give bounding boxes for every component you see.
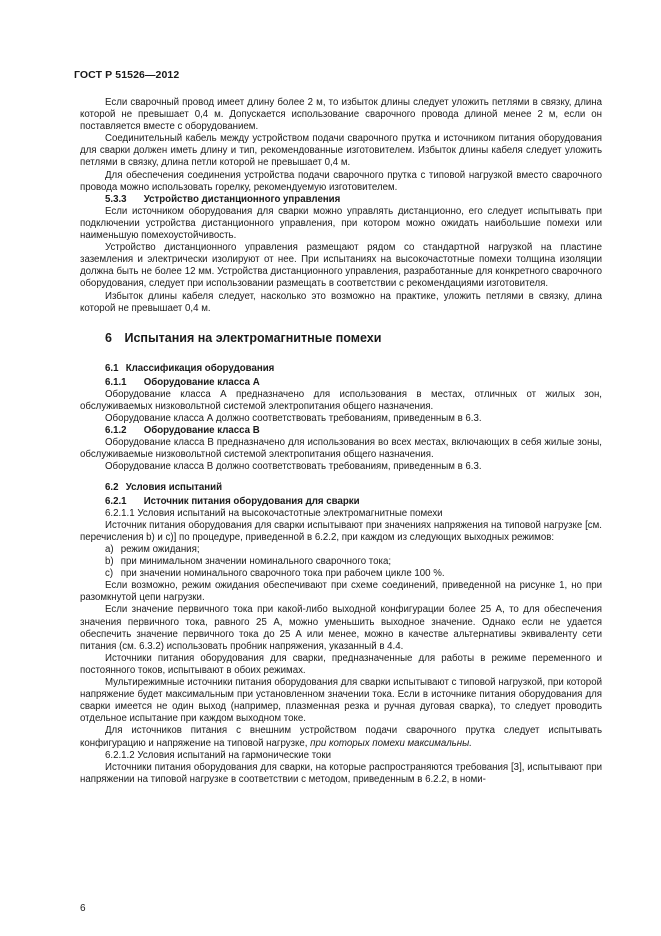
heading-title: Условия испытаний	[125, 481, 223, 493]
list-item-text: при значении номинального сварочного тока при рабочем цикле 100 %.	[120, 568, 445, 580]
list-item-label: b)	[105, 556, 114, 568]
subsection-heading-6-1	[80, 363, 602, 375]
clause-heading-6-2-1-2: 6.2.1.2 Условия испытаний на гармонические токи	[105, 749, 332, 761]
list-item-label: c)	[105, 568, 114, 580]
heading-number: 6.1.1	[105, 376, 127, 388]
subsection-heading-6-1-1	[80, 377, 602, 389]
paragraph: Если возможно, режим ожидания обеспечивают при схеме соединений, приведенной на рисунке 1, но при разомкнутой цепи нагрузки.	[80, 580, 602, 604]
section-heading-6	[80, 331, 602, 345]
paragraph	[80, 725, 602, 749]
heading-number: 5.3.3	[105, 193, 127, 205]
subsection-heading-6-1-2	[80, 425, 602, 437]
heading-title: Оборудование класса А	[143, 376, 260, 388]
list-item-label: a)	[105, 544, 114, 555]
heading-title: Оборудование класса В	[143, 425, 260, 437]
heading-title: Устройство дистанционного управления	[143, 193, 341, 205]
paragraph: Мультирежимные источники питания оборудования для сварки испытывают с типовой нагрузкой, при которой напряжение будет максимальным при установленном значении тока. Если в источнике питания оборудования для сварки имеется не один выход (например, плазменная резка и ручная дуговая сварка), то следует проводить отдельное испытание при каждом выходном токе.	[80, 677, 602, 725]
paragraph-text: Для источников питания с внешним устройством подачи сварочного прутка следует испытывать конфигурацию и напряжение на типовой нагрузке,	[80, 725, 602, 749]
paragraph: Оборудование класса А должно соответствовать требованиям, приведенным в 6.3.	[105, 413, 482, 425]
paragraph: Для обеспечения соединения устройства подачи сварочного прутка с типовой нагрузкой вместо сварочного провода можно использовать горелку, рекомендуемую изготовителем.	[80, 169, 602, 193]
paragraph: Если значение первичного тока при какой-либо выходной конфигурации более 25 А, то для обеспечения значения первичного тока, равного 25 А, можно уменьшить выходное значение. Однако если не удается обеспечить значение первичного тока до 25 А или менее, можно в качестве альтернативы эквиваленту сети питания (см. 6.3.2) использовать пробник напряжения, указанный в 4.4.	[80, 604, 602, 652]
list-item-text: при минимальном значении номинального сварочного тока;	[120, 556, 392, 568]
paragraph: Источники питания оборудования для сварки, предназначенные для работы в режиме переменного и постоянного токов, испытывают в обоих режимах.	[80, 652, 602, 676]
heading-title: Испытания на электромагнитные помехи	[124, 330, 382, 345]
page-number: 6	[80, 903, 86, 914]
subsection-heading-6-2-1	[80, 496, 602, 508]
paragraph: Избыток длины кабеля следует, насколько это возможно на практике, уложить петлями в связку, длина которой не превышает 0,4 м.	[80, 290, 602, 314]
subsection-heading-5-3-3	[80, 194, 602, 206]
heading-title: Источник питания оборудования для сварки	[143, 495, 360, 507]
heading-number: 6.1.2	[105, 425, 127, 437]
paragraph: Если источником оборудования для сварки можно управлять дистанционно, его следует испытывать при подключении устройства дистанционного управления, при котором можно ожидать наибольшие помехи или наименьшую помехоустойчивость.	[80, 205, 602, 242]
heading-number: 6.2	[105, 481, 119, 493]
heading-number: 6	[105, 330, 112, 345]
list-item	[80, 556, 602, 568]
list-item	[80, 544, 602, 556]
heading-number: 6.1	[105, 362, 119, 374]
list-item-text: режим ожидания;	[120, 544, 200, 555]
paragraph: Источник питания оборудования для сварки испытывают при значениях напряжения на типовой нагрузке [см. перечисления b) и c)] по процедуре, приведенной в 6.2.2, при каждом из следующих выходных режимов:	[80, 519, 602, 543]
paragraph: Оборудование класса В предназначено для использования во всех местах, включающих в себя жилые зоны, обслуживаемые низковольтной системой электропитания общего назначения.	[80, 437, 602, 461]
list-item	[80, 568, 602, 580]
subsection-heading-6-2	[80, 482, 602, 494]
document-body	[80, 97, 602, 786]
paragraph: Оборудование класса В должно соответствовать требованиям, приведенным в 6.3.	[105, 461, 482, 473]
clause-heading-6-2-1-1: 6.2.1.1 Условия испытаний на высокочастотные электромагнитные помехи	[105, 507, 443, 519]
paragraph: Устройство дистанционного управления размещают рядом со стандартной нагрузкой на пластине заземления и электрически изолируют от нее. При испытаниях на высокочастотные помехи толщина изоляции должна быть не более 12 мм. Устройства дистанционного управления, разработанные для конкретного сварочного оборудования, следует при использовании размещать в соответствии с рекомендациями изготовителя.	[80, 242, 602, 290]
paragraph: Соединительный кабель между устройством подачи сварочного прутка и источником питания оборудования для сварки должен иметь длину и тип, рекомендованные изготовителем. Избыток длины кабеля следует уложить петлями в связку, длина петли которой не превышает 0,4 м.	[80, 133, 602, 169]
document-header: ГОСТ Р 51526—2012	[74, 69, 180, 81]
heading-number: 6.2.1	[105, 495, 127, 507]
paragraph: Источники питания оборудования для сварки, на которые распространяются требования [3], испытывают при напряжении на типовой нагрузке в соответствии с методом, приведенным в 6.2.2, в номи-	[80, 761, 602, 785]
paragraph: Оборудование класса А предназначено для использования в местах, отличных от жилых зон, обслуживаемых низковольтной системой электропитания общего назначения.	[80, 388, 602, 412]
paragraph: Если сварочный провод имеет длину более 2 м, то избыток длины следует уложить петлями в связку, длина которой не превышает 0,4 м. Допускается использование сварочного провода длиной менее 2 м, если он поставляется вместе с оборудованием.	[80, 97, 602, 133]
emphasis-text: при которых помехи максимальны.	[310, 737, 472, 749]
heading-title: Классификация оборудования	[125, 362, 275, 374]
